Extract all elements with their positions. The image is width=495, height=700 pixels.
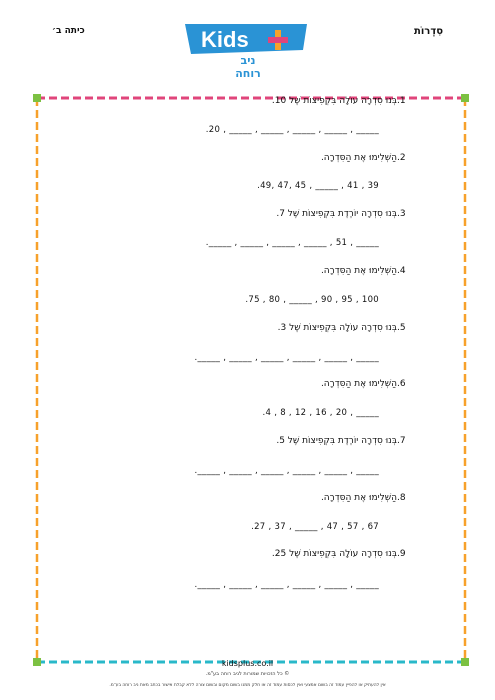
exercise-number: 3.	[397, 209, 406, 219]
exercise-6	[321, 379, 413, 390]
exercise-2	[321, 153, 413, 164]
exercise-instruction: בְּנוּ סִדְרָה עוֹלָה בִּקְפִיצוֹת שֶׁל 25.	[271, 549, 397, 559]
exercise-7-answer[interactable]: _____ , _____ , _____ , _____ , _____ , _____.	[194, 466, 379, 476]
exercise-instruction: בְּנוּ סִדְרָה עוֹלָה בִּקְפִיצוֹת שֶׁל 3.	[277, 323, 397, 333]
exercise-instruction: הַשְׁלִימוּ אֶת הַסִּדְרָה.	[320, 266, 397, 276]
footer-website-link[interactable]: kidsplus.co.il	[221, 659, 274, 668]
exercise-9	[272, 549, 413, 560]
exercise-number: 6.	[397, 379, 406, 389]
footer-legal-notice: אין להעתיק או להפיץ עמוד זה בשום אמצעי ואין לכסות עמוד זה או חלק ממנו בשום מקום ובשום צורה ללא קבלת אישור בכתב מאת ניב רוחה בע"מ.	[109, 683, 386, 688]
exercise-3-answer[interactable]: _____ , 51 , _____ , _____ , _____ , _____.	[205, 238, 379, 248]
exercise-instruction: בְּנוּ סִדְרָה יוֹרֶדֶת בִּקְפִיצוֹת שֶׁל 5.	[276, 436, 397, 446]
plus-icon-bar	[268, 37, 288, 43]
exercise-8	[321, 493, 413, 504]
exercise-instruction: בְּנוּ סִדְרָה עוֹלָה בִּקְפִיצוֹת שֶׁל 10.	[271, 96, 397, 106]
exercise-4-answer[interactable]: 100 , 95 , 90 , _____ , 80 , 75.	[245, 295, 379, 305]
exercise-number: 8.	[397, 493, 406, 503]
footer-copyright: © כל הזכויות שמורות לניב רוחה בע"מ.	[205, 671, 290, 677]
exercise-5-answer[interactable]: _____ , _____ , _____ , _____ , _____ , _____.	[194, 353, 379, 363]
exercise-9-answer[interactable]: _____ , _____ , _____ , _____ , _____ , _____.	[194, 580, 379, 590]
exercise-number: 9.	[397, 549, 406, 559]
exercise-7	[276, 436, 413, 447]
logo-text: Kids	[201, 27, 249, 52]
exercise-instruction: הַשְׁלִימוּ אֶת הַסִּדְרָה.	[320, 493, 397, 503]
exercise-3	[276, 209, 413, 220]
logo-subtext: ניב רוחה	[235, 54, 261, 80]
exercise-4	[321, 266, 413, 277]
exercise-1	[272, 96, 413, 107]
exercise-instruction: בְּנוּ סִדְרָה יוֹרֶדֶת בִּקְפִיצוֹת שֶׁל 7.	[276, 209, 397, 219]
grade-label: כיתה ב׳	[52, 26, 85, 36]
exercise-number: 4.	[397, 266, 406, 276]
exercise-number: 1.	[397, 96, 406, 106]
topic-title: סִדְרוֹת	[414, 26, 443, 37]
exercise-8-answer[interactable]: 67 , 57 , 47 , _____ , 37 , 27.	[251, 522, 379, 532]
exercise-instruction: הַשְׁלִימוּ אֶת הַסִּדְרָה.	[320, 153, 397, 163]
exercise-2-answer[interactable]: 39 , 41 , _____ , 45 ,47 ,49.	[257, 181, 379, 191]
exercise-1-answer[interactable]: _____ , _____ , _____ , _____ , _____ , 20.	[205, 125, 379, 135]
exercise-instruction: הַשְׁלִימוּ אֶת הַסִּדְרָה.	[320, 379, 397, 389]
exercise-number: 5.	[397, 323, 406, 333]
exercise-number: 7.	[397, 436, 406, 446]
exercise-number: 2.	[397, 153, 406, 163]
exercise-5	[278, 323, 413, 334]
exercise-6-answer[interactable]: _____ , 20 , 16 , 12 , 8 , 4.	[262, 408, 379, 418]
